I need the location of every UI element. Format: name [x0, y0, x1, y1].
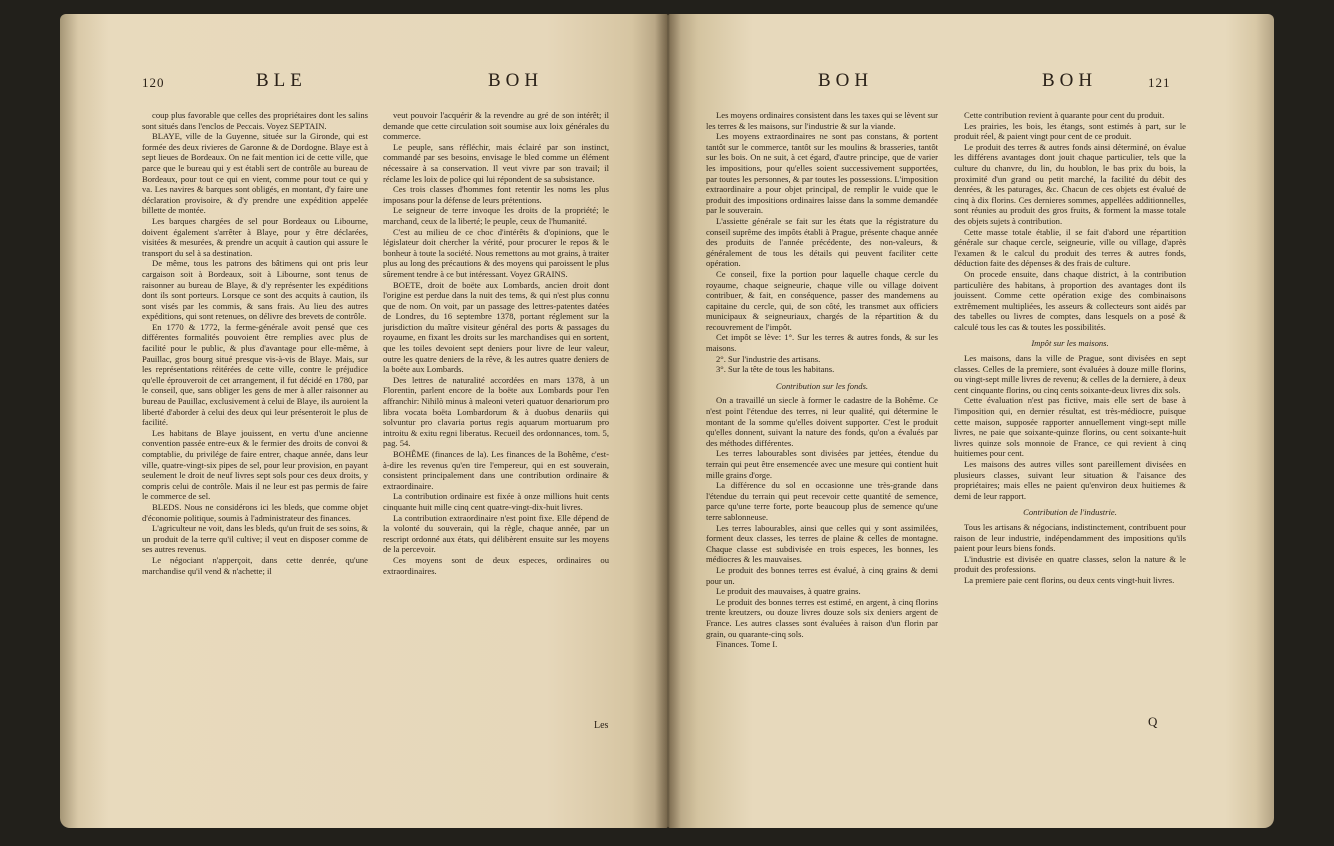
paragraph: veut pouvoir l'acquérir & la revendre au gré de son intérêt; il demande que cette circulation soit soumise aux loix générales du commerce. [383, 110, 609, 142]
paragraph: Cette évaluation n'est pas fictive, mais elle sert de base à l'imposition qui, en dernier résultat, est très-médiocre, puisque cette maison, supposée rapporter annuellement vingt-sept mille livres, ne paie que soixante-quinze florins, ou cent soixante-huit livres quinze sols monnoie de France, ce qui revient à cinq huitiemes pour cent. [954, 395, 1186, 459]
left-head-word-2: BOH [488, 70, 544, 91]
paragraph: Les maisons, dans la ville de Prague, sont divisées en sept classes. Celles de la premiere, sont évaluées à douze mille florins, ou vingt-sept mille livres de revenu; & celles de la derniere, à deux cent cinquante florins, ou cinq cents soixante-deux livres dix sols. [954, 353, 1186, 395]
paragraph: 3°. Sur la tête de tous les habitans. [716, 364, 835, 375]
right-page-number: 121 [1148, 75, 1171, 90]
paragraph: 2°. Sur l'industrie des artisans. [716, 353, 821, 364]
book-gutter [655, 14, 681, 828]
paragraph: Les terres labourables, ainsi que celles qui y sont assimilées, forment deux classes, les terres de plaine & celles de montagne. Chaque classe est subdivisée en trois especes, les bonnes, les médiocres & les mauvaises. [706, 522, 938, 565]
left-page-number: 120 [142, 75, 165, 90]
paragraph: coup plus favorable que celles des propriétaires dont les salins sont situés dans l'enclos de Peccais. Voyez SEPTAIN. [142, 110, 368, 131]
signature-mark: Q [1148, 714, 1158, 729]
paragraph: En 1770 & 1772, la ferme-générale avoit pensé que ces différentes formalités pouvoient être remplies avec plus de facilité pour le public, & plus d'avantage pour elle-même, à Pauillac, gros bourg situé presque vis-à-vis de Blaye. Mais, sur les représentations réitérées de cette ville, contre le préjudice qu'elle éprouveroit de cet arrangement, il fut décidé en 1780, par le conseil, que, sans obliger les gens de mer à aller raisonner au bureau de Pauillac, exclusivement à celui de Blaye, ils auroient la liberté d'aborder à celui des deux qui leur présenteroit le plus de facilité. [142, 321, 368, 428]
paragraph: L'industrie est divisée en quatre classes, selon la nature & le produit des professions. [954, 553, 1186, 575]
paragraph: Le seigneur de terre invoque les droits de la propriété; le marchand, ceux de la liberté; le peuple, ceux de l'humanité. [383, 205, 609, 226]
left-column-2 [383, 110, 609, 576]
paragraph: On a travaillé un siecle à former le cadastre de la Bohême. Ce n'est point l'étendue des terres, ni leur qualité, qui détermine le montant de la somme qu'elles doivent supporter. C'est le produit qu'elles donnent, suivant la nature des fonds, qu'on a évalués par des méthodes différentes. [706, 395, 938, 448]
paragraph: Le produit des terres & autres fonds ainsi déterminé, on évalue les différens avantages dont jouit chaque particulier, tels que la culture du chanvre, du lin, du houblon, le bas prix du bois, la proximité d'un grand ou petit marché, la facilité du débit des denrées, & les paturages, &c. Chacun de ces objets est évalué de cinq à dix florins. Ces dernieres sommes, appellées additionnelles, sont réunies au produit des gros fruits, & forment la masse totale des objets sujets à contribution. [954, 141, 1186, 226]
paragraph: La différence du sol en occasionne une très-grande dans l'étendue du terrain qui peut recevoir cette quantité de semence, parce qu'une terre forte, porte beaucoup plus de semence qu'une terre sablonneuse. [706, 480, 938, 522]
paragraph: Ce conseil, fixe la portion pour laquelle chaque cercle du royaume, chaque seigneurie, chaque ville ou village doivent contribuer, & fait, en conséquence, passer des mandemens au capitaine du cercle, qui, de son côté, les transmet aux officiers municipaux & seigneuriaux, chargés de la répartition & du recouvrement de l'impôt. [706, 268, 938, 332]
paragraph: Le négociant n'apperçoit, dans cette denrée, qu'une marchandise qu'il vend & n'achette; il [142, 554, 368, 576]
paragraph: Le produit des mauvaises, à quatre grains. [716, 586, 861, 597]
paragraph: L'assiette générale se fait sur les états que la régistrature du conseil suprême des impôts établi à Prague, présente chaque année des produits de l'année précédente, des non-valeurs, & généralement de tous les détails qui peuvent faciliter cette opération. [706, 215, 938, 269]
paragraph: Le produit des bonnes terres est estimé, en argent, à cinq florins trente kreutzers, ou douze livres douze sols six deniers argent de France. Les autres classes sont évaluées à raison d'un florin par grain, ou quarante-cinq sols. [706, 596, 938, 639]
paragraph: Cette contribution revient à quarante pour cent du produit. [964, 110, 1165, 120]
paragraph: Finances. Tome I. [716, 639, 778, 650]
paragraph: Les moyens extraordinaires ne sont pas constans, & portent tantôt sur le commerce, tantôt sur les moulins & brasseries, tantôt sur les bois. On ne suit, à cet égard, d'autre principe, que de varier les impositions, pour qu'elles soient successivement supportées, par toutes les personnes, & par toutes les possessions. L'imposition extraordinaire a pour objet principal, de remplir le vuide que le produit des impositions ordinaires laisse dans la somme demandée par le souverain. [706, 131, 938, 216]
paragraph: Les moyens ordinaires consistent dans les taxes qui se lèvent sur les terres & les maisons, sur l'industrie & sur la viande. [706, 110, 938, 131]
left-head-word-1: BLE [256, 70, 307, 91]
paragraph: Les prairies, les bois, les étangs, sont estimés à part, sur le produit réel, & paient vingt pour cent de ce produit. [954, 120, 1186, 142]
section-heading: Impôt sur les maisons. [1031, 338, 1109, 349]
paragraph: BLAYE, ville de la Guyenne, située sur la Gironde, qui est formée des deux rivieres de Garonne & de Dordogne. Blaye est à sept lieues de Bordeaux. On ne fait mention ici de cette ville, que parce que le bureau qui y est établi sert de contrôle au bureau de Bordeaux, pour tout ce qui en vient, comme pour tout ce qui y va. Les navires & barques sont obligés, en montant, d'y faire une déclaration provisoire, & d'y prendre une expédition appelée billette de montée. [142, 131, 368, 216]
paragraph: BLEDS. Nous ne considérons ici les bleds, que comme objet d'économie politique, soumis à l'administrateur des finances. [142, 501, 368, 523]
paragraph: De même, tous les patrons des bâtimens qui ont pris leur cargaison soit à Bordeaux, soit à Libourne, sont tenus de raisonner au bureau de Blaye, & d'y représenter les expéditions dont ils sont porteurs. Lorsque ce sont des acquits à caution, ils sont visés par les commis, & sans frais. Au lieu des autres expéditions, qui sont retenues, on délivre des brevets de contrôle. [142, 258, 368, 322]
paragraph: BOETE, droit de boëte aux Lombards, ancien droit dont l'origine est perdue dans la nuit des tems, & qui n'est plus connu que de nom. On voit, par un passage des lettres-patentes datées de Londres, du 16 septembre 1378, portant réglement sur la jurisdiction du maître visiteur général des ports & passages du royaume, en fixant les droits sur les marchandises qui en sortent, que les toiles devoient sept deniers pour livre de leur valeur, outre les quatre deniers de la rêve, & les autres quatre deniers de la boëte aux Lombards. [383, 279, 609, 375]
right-head-word-1: BOH [818, 70, 874, 91]
left-page [60, 14, 668, 828]
paragraph: Des lettres de naturalité accordées en mars 1378, à un Florentin, parlent encore de la boëte aux Lombards pour l'en affranchir: Nihilò minus à maleoni veteri quatuor denariorum pro libra vocata boëta Lombardorum & à duobus denariis qui solvuntur pro clavaria portus regis aquarum mortuarum pro introitu & exitu regni liberatus. Recueil des ordonnances, tom. 5, pag. 54. [383, 374, 609, 449]
right-running-head [668, 70, 1274, 96]
right-column-2 [954, 110, 1186, 586]
paragraph: L'agriculteur ne voit, dans les bleds, qu'un fruit de ses soins, & un produit de la terre qu'il cultive; il veut en disposer comme de ses autres revenus. [142, 523, 368, 555]
paragraph: La premiere paie cent florins, ou deux cents vingt-huit livres. [964, 574, 1175, 585]
paragraph: Le peuple, sans réfléchir, mais éclairé par son instinct, commandé par ses besoins, envisage le bled comme un élément nécessaire à sa conservation. Il veut vivre par son travail; il réclame les loix de police qui lui répondent de sa subsistance. [383, 141, 609, 184]
paragraph: BOHÊME (finances de la). Les finances de la Bohême, c'est-à-dire les revenus qu'en tire l'empereur, qui en est souverain, consistent principalement dans une contribution ordinaire & extraordinaire. [383, 449, 609, 491]
paragraph: Cette masse totale établie, il se fait d'abord une répartition générale sur chaque cercle, seigneurie, ville ou village, d'après l'examen & le calcul du produit des terres & autres fonds, déduction faite des dépenses & des frais de culture. [954, 226, 1186, 269]
paragraph: C'est au milieu de ce choc d'intérêts & d'opinions, que le législateur doit chercher la vérité, pour procurer le repos & le bonheur à toute la société. Nous remettons au mot grains, à traiter plus au long des précautions & des moyens qui paroissent le plus sûrement tendre à ce but intéressant. Voyez GRAINS. [383, 226, 609, 279]
right-column-1 [706, 110, 938, 650]
right-page [668, 14, 1274, 828]
catchword: Les [594, 720, 609, 731]
paragraph: La contribution extraordinaire n'est point fixe. Elle dépend de la volonté du souverain, qui la règle, chaque année, par un rescript ordonné aux états, qui délibèrent ensuite sur les moyens de la percevoir. [383, 512, 609, 555]
paragraph: Tous les artisans & négocians, indistinctement, contribuent pour raison de leur industrie, indépendamment des impositions qu'ils paient pour leurs biens fonds. [954, 521, 1186, 554]
left-running-head [60, 70, 668, 96]
right-head-word-2: BOH [1042, 70, 1098, 91]
paragraph: Les barques chargées de sel pour Bordeaux ou Libourne, doivent également s'arrêter à Blaye, pour y être déclarées, visitées & mesurées, & prendre un acquit à caution qui assure le transport du sel à sa destination. [142, 215, 368, 258]
paragraph: Ces moyens sont de deux especes, ordinaires ou extraordinaires. [383, 554, 609, 576]
left-column-1 [142, 110, 368, 576]
paragraph: Les terres labourables sont divisées par jettées, étendue du terrain qui peut être ensemencée avec une mesure qui contient huit mille grains d'orge. [706, 448, 938, 480]
paragraph: Les maisons des autres villes sont pareillement divisées en plusieurs classes, suivant leur situation & l'aisance des propriétaires; mais elles ne paient qu'environ deux huitiemes & demi de leur rapport. [954, 459, 1186, 501]
section-heading: Contribution sur les fonds. [775, 380, 869, 391]
paragraph: Cet impôt se lève: 1°. Sur les terres & autres fonds, & sur les maisons. [706, 332, 938, 354]
paragraph: On procede ensuite, dans chaque district, à la contribution particulière des habitans, à proportion des avantages dont ils jouissent. Comme cette opération exige des combinaisons extrêmement multipliées, les asseurs & collecteurs sont aidés par des tabelles ou livres de comptes, dans lesquels on a posé & calculé tous les cas & toutes les possibilités. [954, 268, 1186, 332]
paragraph: Le produit des bonnes terres est évalué, à cinq grains & demi pour un. [706, 564, 938, 586]
paragraph: Ces trois classes d'hommes font retentir les noms les plus imposans pour la défense de leurs prétentions. [383, 184, 609, 205]
paragraph: La contribution ordinaire est fixée à onze millions huit cents cinquante huit mille cinq cent quatre-vingt-dix-huit livres. [383, 491, 609, 512]
section-heading: Contribution de l'industrie. [1023, 507, 1117, 518]
paragraph: Les habitans de Blaye jouissent, en vertu d'une ancienne convention passée entre-eux & le fermier des droits de convoi & comptablie, du privilége de faire entrer, chaque année, dans leur ville, quatre-vingt-six pipes de sel, pour leur provision, en payant seulement le droit de neuf livres sept sols pour ces deux droits, y compris celui de contrôle. Mais il ne leur est pas permis de faire le commerce de sel. [142, 427, 368, 502]
